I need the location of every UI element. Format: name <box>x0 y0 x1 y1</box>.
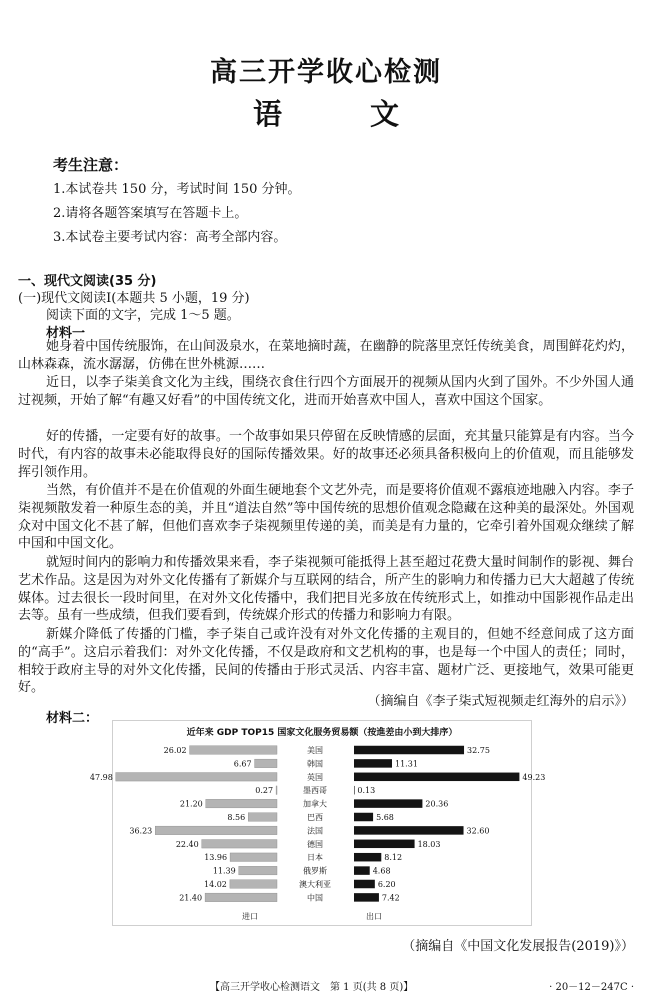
export-bar <box>354 866 370 875</box>
notice-item: 2.请将各题答案填写在答题卡上。 <box>53 206 248 221</box>
export-bar <box>354 759 392 768</box>
import-bar <box>190 746 277 755</box>
import-value-label: 6.67 <box>233 759 252 769</box>
export-value-label: 32.75 <box>467 746 490 755</box>
import-value-label: 8.56 <box>227 813 246 822</box>
export-value-label: 49.23 <box>522 772 546 782</box>
subject-char-1: 语 <box>252 97 282 131</box>
subject-char-2: 文 <box>370 97 400 131</box>
import-value-label: 21.20 <box>179 799 203 809</box>
export-value-label: 8.12 <box>384 853 403 863</box>
paragraph: 近日，以李子柒美食文化为主线，围绕衣食住行四个方面展开的视频从国内火到了国外。不少外国人通过视频，开始了解“有趣又好看”的中国传统文化，进而开始喜欢中国人，喜欢中国这个国家。 <box>18 375 634 408</box>
export-bar <box>354 826 464 835</box>
import-value-label: 22.40 <box>175 839 199 849</box>
import-value-label: 11.39 <box>212 866 236 876</box>
material2-label: 材料二： <box>46 711 99 726</box>
footer-code: · 20－12－247C · <box>549 982 634 993</box>
category-label: 日本 <box>307 853 323 863</box>
import-value-label: 47.98 <box>89 772 113 782</box>
import-value-label: 26.02 <box>163 746 187 755</box>
import-value-label: 36.23 <box>129 826 153 836</box>
import-bar <box>116 773 277 782</box>
export-bar <box>354 799 422 808</box>
paragraph: 就短时间内的影响力和传播效果来看，李子柒视频可能抵得上甚至超过花费大量时间制作的影视、舞台艺术作品。这是因为对外文化传播有了新媒介与互联网的结合，所产生的影响力和传播力已大大超越了传统媒体。过去很长一段时间里，在对外文化传播中，我们把目光多放在传统形式上，如推动中国影视作品走出去等。虽有一些成绩，但我们要看到，传统媒介形式的传播力和影响力有限。 <box>18 555 634 624</box>
subsection-title: (一)现代文阅读Ⅰ(本题共 5 小题，19 分) <box>18 291 250 306</box>
export-value-label: 11.31 <box>395 759 418 769</box>
trade-chart <box>89 720 546 926</box>
source-2: （摘编自《中国文化发展报告(2019)》） <box>402 939 634 954</box>
footer-page-info: 【高三开学收心检测语文 第 1 页(共 8 页)】 <box>210 982 414 993</box>
export-bar <box>354 773 519 782</box>
export-value-label: 4.68 <box>372 866 391 876</box>
export-bar <box>354 746 464 755</box>
paragraph: 新媒介降低了传播的门槛，李子柒自己或许没有对外文化传播的主观目的，但她不经意间成了这方面的“高手”。这启示着我们：对外文化传播，不仅是政府和文艺机构的事，也是每一个中国人的责任；同时，相较于政府主导的对外文化传播，民间的传播由于形式灵活、内容丰富、题材广泛、更接地气，效果可能更好。 <box>18 627 634 696</box>
export-bar <box>354 786 355 795</box>
import-bar <box>155 826 277 835</box>
export-bar <box>354 880 375 889</box>
category-label: 加拿大 <box>303 799 327 809</box>
paragraph: 好的传播，一定要有好的故事。一个故事如果只停留在反映情感的层面，充其量只能算是有内容。当今时代，有内容的故事未必能取得良好的国际传播效果。好的故事还必须具备积极向上的价值观，而且能够发挥引领作用。 <box>18 429 634 480</box>
import-bar <box>239 866 277 875</box>
export-value-label: 18.03 <box>417 839 441 849</box>
notice-item: 3.本试卷主要考试内容：高考全部内容。 <box>53 230 287 245</box>
notice-item: 1.本试卷共 150 分，考试时间 150 分钟。 <box>53 182 301 197</box>
category-label: 法国 <box>307 826 323 836</box>
material1-label: 材料一 <box>46 326 86 341</box>
export-value-label: 5.68 <box>376 813 394 822</box>
import-value-label: 14.02 <box>203 880 227 889</box>
import-bar <box>248 813 277 822</box>
subject-title <box>0 92 652 133</box>
notice-title: 考生注意： <box>53 156 129 174</box>
import-value-label: 13.96 <box>204 853 228 863</box>
category-label: 德国 <box>307 839 323 849</box>
category-label: 英国 <box>307 772 323 782</box>
import-value-label: 21.40 <box>179 893 203 903</box>
export-bar <box>354 853 381 862</box>
export-value-label: 6.20 <box>377 880 396 889</box>
exam-title: 高三开学收心检测 <box>210 57 442 88</box>
chart-title: 近年来 GDP TOP15 国家文化服务贸易额（按進差由小到大排序） <box>186 728 458 738</box>
paragraph: 她身着中国传统服饰，在山间汲泉水，在菜地摘时蔬，在幽静的院落里烹饪传统美食，周围鲜花灼灼，山林森森，流水潺潺，仿佛在世外桃源…… <box>18 339 634 372</box>
legend-import: 进口 <box>242 912 258 921</box>
category-label: 美国 <box>307 746 323 755</box>
import-value-label: 0.27 <box>255 786 274 796</box>
category-label: 墨西哥 <box>303 786 327 796</box>
export-value-label: 32.60 <box>466 826 490 836</box>
export-value-label: 20.36 <box>425 799 449 809</box>
instruction: 阅读下面的文字，完成 1～5 题。 <box>46 308 240 323</box>
export-value-label: 7.42 <box>381 893 400 903</box>
legend-export: 出口 <box>366 912 382 921</box>
import-bar <box>206 799 277 808</box>
category-label: 巴西 <box>307 813 323 822</box>
category-label: 韩国 <box>307 759 323 769</box>
export-value-label: 0.13 <box>357 786 376 796</box>
paragraph: 当然，有价值并不是在价值观的外面生硬地套个文艺外壳，而是要将价值观不露痕迹地融入内容。李子柒视频散发着一种原生态的美，并且“道法自然”等中国传统的思想价值观念隐藏在这种美的最深处。外国观众对中国文化不甚了解，但他们喜欢李子柒视频里传递的美，而美是有力量的，它牵引着外国观众继续了解中国和中国文化。 <box>18 483 634 552</box>
category-label: 俄罗斯 <box>303 866 327 876</box>
import-bar <box>230 853 277 862</box>
export-bar <box>354 813 373 822</box>
section-title: 一、现代文阅读(35 分) <box>18 274 157 289</box>
import-bar <box>255 759 277 768</box>
export-bar <box>354 840 415 849</box>
import-bar <box>205 893 277 902</box>
category-label: 中国 <box>307 893 323 903</box>
source-1: （摘编自《李子柒式短视频走红海外的启示》） <box>367 694 634 709</box>
export-bar <box>354 893 379 902</box>
import-bar <box>202 840 277 849</box>
import-bar <box>276 786 277 795</box>
import-bar <box>230 880 277 889</box>
category-label: 澳大利亚 <box>299 880 331 889</box>
